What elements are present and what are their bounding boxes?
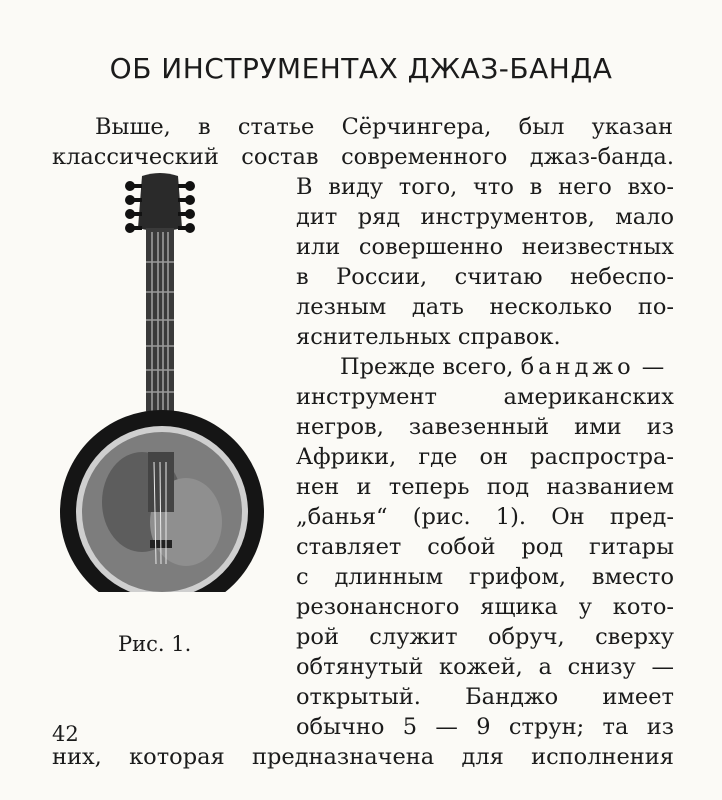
text-line-6: в России, считаю небеспо- <box>296 264 674 290</box>
text-line-18: рой служит обруч, сверху <box>296 624 674 650</box>
text-line-9-dash: — <box>634 354 665 380</box>
banjo-drawing <box>50 172 270 592</box>
text-line-11: негров, завезенный ими из <box>296 414 674 440</box>
text-line-16: с длинным грифом, вместо <box>296 564 674 590</box>
text-line-17: резонансного ящика у кото- <box>296 594 674 620</box>
text-line-20: открытый. Банджо имеет <box>296 684 674 710</box>
text-line-9-start: Прежде всего, <box>340 354 521 380</box>
text-line-21: обычно 5 — 9 струн; та из <box>296 714 674 740</box>
text-line-8: яснительных справок. <box>296 324 561 350</box>
text-line-10: инструмент американских <box>296 384 674 410</box>
text-line-7: лезным дать несколько по- <box>296 294 674 320</box>
text-line-15: ставляет собой род гитары <box>296 534 674 560</box>
page-title: ОБ ИНСТРУМЕНТАХ ДЖАЗ-БАНДА <box>109 52 613 85</box>
text-line-2: классический состав современного джаз-банда. <box>52 144 674 170</box>
text-line-5: или совершенно неизвестных <box>296 234 674 260</box>
text-line-14: „банья“ (рис. 1). Он пред- <box>296 504 674 530</box>
page-number: 42 <box>52 722 79 746</box>
banjo-illustration <box>50 172 270 592</box>
text-line-22: них, которая предназначена для исполнения <box>52 744 674 770</box>
text-line-12: Африки, где он распростра- <box>296 444 674 470</box>
term-banjo: банджо <box>520 354 635 380</box>
text-line-4: дит ряд инструментов, мало <box>296 204 674 230</box>
figure-caption: Рис. 1. <box>118 632 192 656</box>
text-line-19: обтянутый кожей, а снизу — <box>296 654 674 680</box>
text-line-9 <box>340 352 674 382</box>
text-line-13: нен и теперь под названием <box>296 474 674 500</box>
text-line-3: В виду того, что в него вхо- <box>296 174 674 200</box>
text-line-1: Выше, в статье Сёрчингера, был указан <box>95 114 673 140</box>
